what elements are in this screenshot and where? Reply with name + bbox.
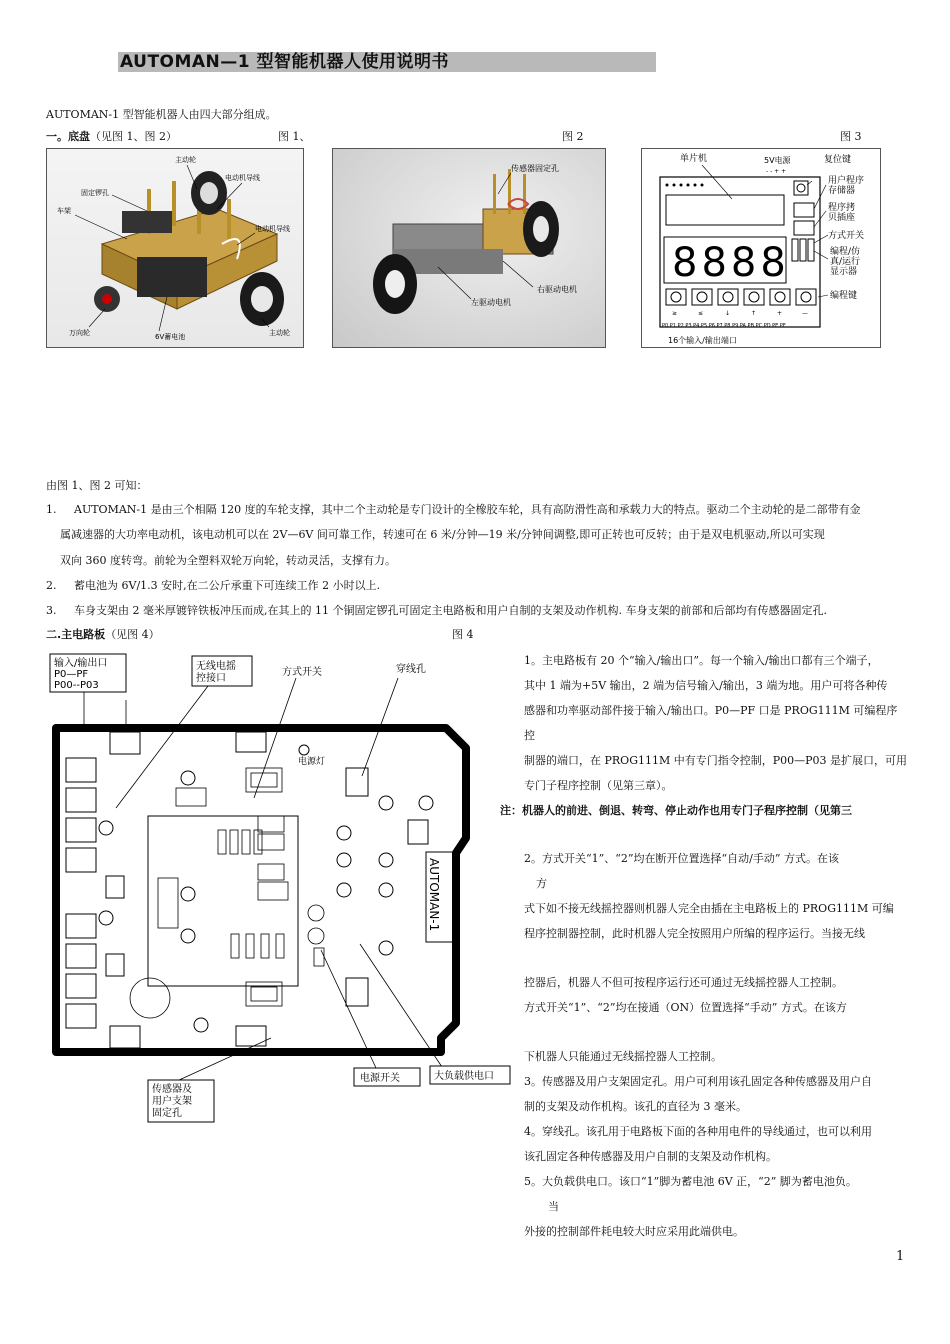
section1-title: 一。底盘	[46, 130, 90, 143]
page-number: 1	[896, 1249, 905, 1264]
chassis-illustration	[47, 149, 303, 347]
fig1-callout-battery: 6V蓄电池	[155, 333, 186, 341]
document-title: AUTOMAN—1 型智能机器人使用说明书	[118, 52, 656, 72]
desc-line: 方	[536, 877, 547, 890]
desc-line: 程序控制器控制，此时机器人完全按照用户所编的程序运行。当接无线	[524, 927, 865, 940]
section2-title: 二.主电路板	[46, 628, 106, 641]
section2-ref: （见图 4）	[105, 628, 160, 641]
desc-line: 2。方式开关“1”、“2”均在断开位置选择“自动/手动” 方式。在该	[524, 852, 839, 865]
desc-line: 3。传感器及用户支架固定孔。用户可利用该孔固定各种传感器及用户自	[524, 1075, 872, 1088]
fig1-callout-frame: 车架	[57, 207, 71, 215]
fig1-callout-caster: 万向轮	[69, 329, 90, 337]
fig3-key-2: ≤	[698, 310, 704, 317]
fig4-io-range-1: P0—PF	[54, 669, 89, 680]
figure-1-chassis	[46, 148, 304, 348]
figure-4-main-board	[46, 648, 516, 1128]
fig2-callout-sensor-holes: 传感器固定孔	[511, 164, 559, 173]
item-1-number: 1.	[46, 503, 57, 516]
board-description	[524, 648, 924, 798]
fig1-callout-motor-wire-2: 电动机导线	[255, 225, 290, 233]
section1-ref: （见图 1、图 2）	[90, 130, 177, 143]
fig4-big-load-port: 大负载供电口	[434, 1071, 494, 1082]
fig4-power-switch: 电源开关	[360, 1073, 400, 1084]
fig3-callout-reset: 复位键	[824, 155, 852, 165]
fig3-callout-5v: 5V电源	[764, 156, 791, 165]
fig4-power-led: 电源灯	[298, 757, 326, 767]
fig4-sensor-3: 固定孔	[152, 1108, 182, 1119]
figure-2-chassis-side	[332, 148, 606, 348]
fig3-callout-ports: 16个输入/输出端口	[668, 336, 737, 345]
desc-line: 方式开关“1”、“2”均在接通（ON）位置选择“手动” 方式。在该方	[524, 1001, 847, 1014]
fig3-callout-display-3: 显示器	[830, 267, 858, 277]
fig4-label: 图 4	[452, 628, 474, 641]
fig1-label: 图 1、	[278, 130, 311, 143]
fig4-wireless-2: 控接口	[196, 673, 226, 684]
fig4-mode-switch: 方式开关	[282, 667, 322, 678]
fig3-callout-display-2: 真/运行	[830, 257, 861, 267]
item-2-number: 2.	[46, 579, 57, 592]
figure-3-controller	[641, 148, 881, 348]
section1-heading	[46, 130, 177, 143]
fig3-key-1: ≥	[672, 310, 678, 317]
fig1-callout-drive-wheel-top: 主动轮	[175, 156, 196, 164]
desc-line: 5。大负载供电口。该口“1”脚为蓄电池 6V 正，“2” 脚为蓄电池负。	[524, 1175, 857, 1188]
desc-line: 其中 1 端为+5V 输出，2 端为信号输入/输出，3 端为地。用户可将各种传	[524, 679, 888, 692]
fig3-callout-copy-2: 贝插座	[828, 213, 856, 223]
fig3-port-labels: P0 P1 P2 P3 P4 P5 P6 P7 P8 P9 PA PB PC PD PE PF	[662, 323, 786, 329]
desc-line: 控	[524, 729, 535, 742]
desc-line: 下机器人只能通过无线摇控器人工控制。	[524, 1050, 722, 1063]
fig1-callout-motor-wire-1: 电动机导线	[225, 174, 260, 182]
fig1-callout-fixing-hole: 固定锣孔	[81, 189, 109, 197]
desc-line: 式下如不接无线摇控器则机器人完全由插在主电路板上的 PROG111M 可编	[524, 902, 894, 915]
intro-text: AUTOMAN-1 型智能机器人由四大部分组成。	[46, 108, 277, 121]
section2-heading	[46, 628, 160, 641]
main-board-diagram	[46, 648, 516, 1128]
controller-diagram	[642, 149, 880, 347]
fig4-wire-hole: 穿线孔	[396, 664, 426, 675]
fig3-display-digits: 8888	[672, 240, 790, 286]
fig3-callout-user-program: 用户程序	[828, 176, 865, 186]
desc-line: 该孔固定各种传感器及用户自制的支架及动作机构。	[524, 1150, 777, 1163]
note-text: 注：机器人的前进、倒退、转弯、停止动作也用专门子程序控制（见第三	[500, 804, 852, 817]
fig4-sensor-1: 传感器及	[152, 1084, 192, 1095]
fig3-label: 图 3	[840, 130, 862, 143]
item-3-number: 3.	[46, 604, 57, 617]
desc-line: 4。穿线孔。该孔用于电路板下面的各种用电件的导线通过，也可以利用	[524, 1125, 872, 1138]
fig4-wireless-1: 无线电摇	[196, 661, 236, 672]
fig3-callout-mcu: 单片机	[680, 154, 708, 164]
desc-line: 制器的端口，在 PROG111M 中有专门指令控制，P00—P03 是扩展口，可用	[524, 754, 908, 767]
item-3-line-1: 车身支架由 2 毫米厚镀锌铁板冲压而成,在其上的 11 个铜固定锣孔可固定主电路板和用户自制的支架及动作机构. 车身支架的前部和后部均有传感器固定孔.	[74, 604, 827, 617]
fig4-board-name: AUTOMAN-1	[427, 858, 441, 932]
fig3-callout-memory: 存储器	[828, 186, 856, 196]
desc-line: 当	[548, 1200, 559, 1213]
fig4-io-title: 输入/输出口	[54, 658, 108, 669]
fig2-label: 图 2	[562, 130, 584, 143]
desc-line: 1。主电路板有 20 个“输入/输出口”。每一个输入/输出口都有三个端子，	[524, 654, 879, 667]
fig3-callout-copy-1: 程序拷	[828, 203, 856, 213]
fig3-callout-display-1: 编程/仿	[830, 247, 861, 257]
fig2-callout-left-motor: 左驱动电机	[471, 298, 511, 307]
fig3-key-6: —	[802, 310, 808, 317]
chassis-side-illustration	[333, 149, 605, 347]
desc-line: 制的支架及动作机构。该孔的直径为 3 毫米。	[524, 1100, 747, 1113]
fig2-callout-right-motor: 右驱动电机	[537, 285, 577, 294]
fig3-power-pins: - - + +	[766, 168, 787, 175]
fig3-key-5: +	[777, 310, 783, 317]
desc-line: 外接的控制部件耗电较大时应采用此端供电。	[524, 1225, 744, 1238]
desc-line: 专门子程序控制（见第三章）。	[524, 779, 673, 792]
item-1-line-1: AUTOMAN-1 是由三个相隔 120 度的车轮支撑，其中二个主动轮是专门设计的全橡胶车轮，具有高防滑性高和承载力大的特点。驱动二个主动轮的是二部带有金	[74, 503, 861, 516]
item-1-line-2: 属减速器的大功率电动机，该电动机可以在 2V—6V 间可靠工作，转速可在 6 米/分钟—19 米/分钟间调整,即可正转也可反转；由于是双电机驱动,所以可实现	[60, 528, 825, 541]
known-from-text: 由图 1、图 2 可知：	[46, 479, 148, 492]
fig3-callout-mode-switch: 方式开关	[828, 231, 865, 241]
fig4-io-range-2: P00--P03	[54, 680, 99, 691]
fig1-callout-drive-wheel-bottom: 主动轮	[269, 329, 290, 337]
mode-switch-description	[524, 846, 924, 1244]
item-2-line-1: 蓄电池为 6V/1.3 安时,在二公斤承重下可连续工作 2 小时以上.	[74, 579, 381, 592]
fig3-key-4: ↑	[751, 310, 757, 317]
desc-line: 控器后，机器人不但可按程序运行还可通过无线摇控器人工控制。	[524, 976, 843, 989]
fig3-key-3: ↓	[725, 310, 731, 317]
fig3-callout-prog-keys: 编程键	[830, 291, 858, 301]
fig4-sensor-2: 用户支架	[152, 1096, 192, 1107]
desc-line: 感器和功率驱动部件接于输入/输出口。P0—PF 口是 PROG111M 可编程序	[524, 704, 898, 717]
item-1-line-3: 双向 360 度转弯。前轮为全塑料双轮万向轮，转动灵活，支撑有力。	[60, 554, 396, 567]
